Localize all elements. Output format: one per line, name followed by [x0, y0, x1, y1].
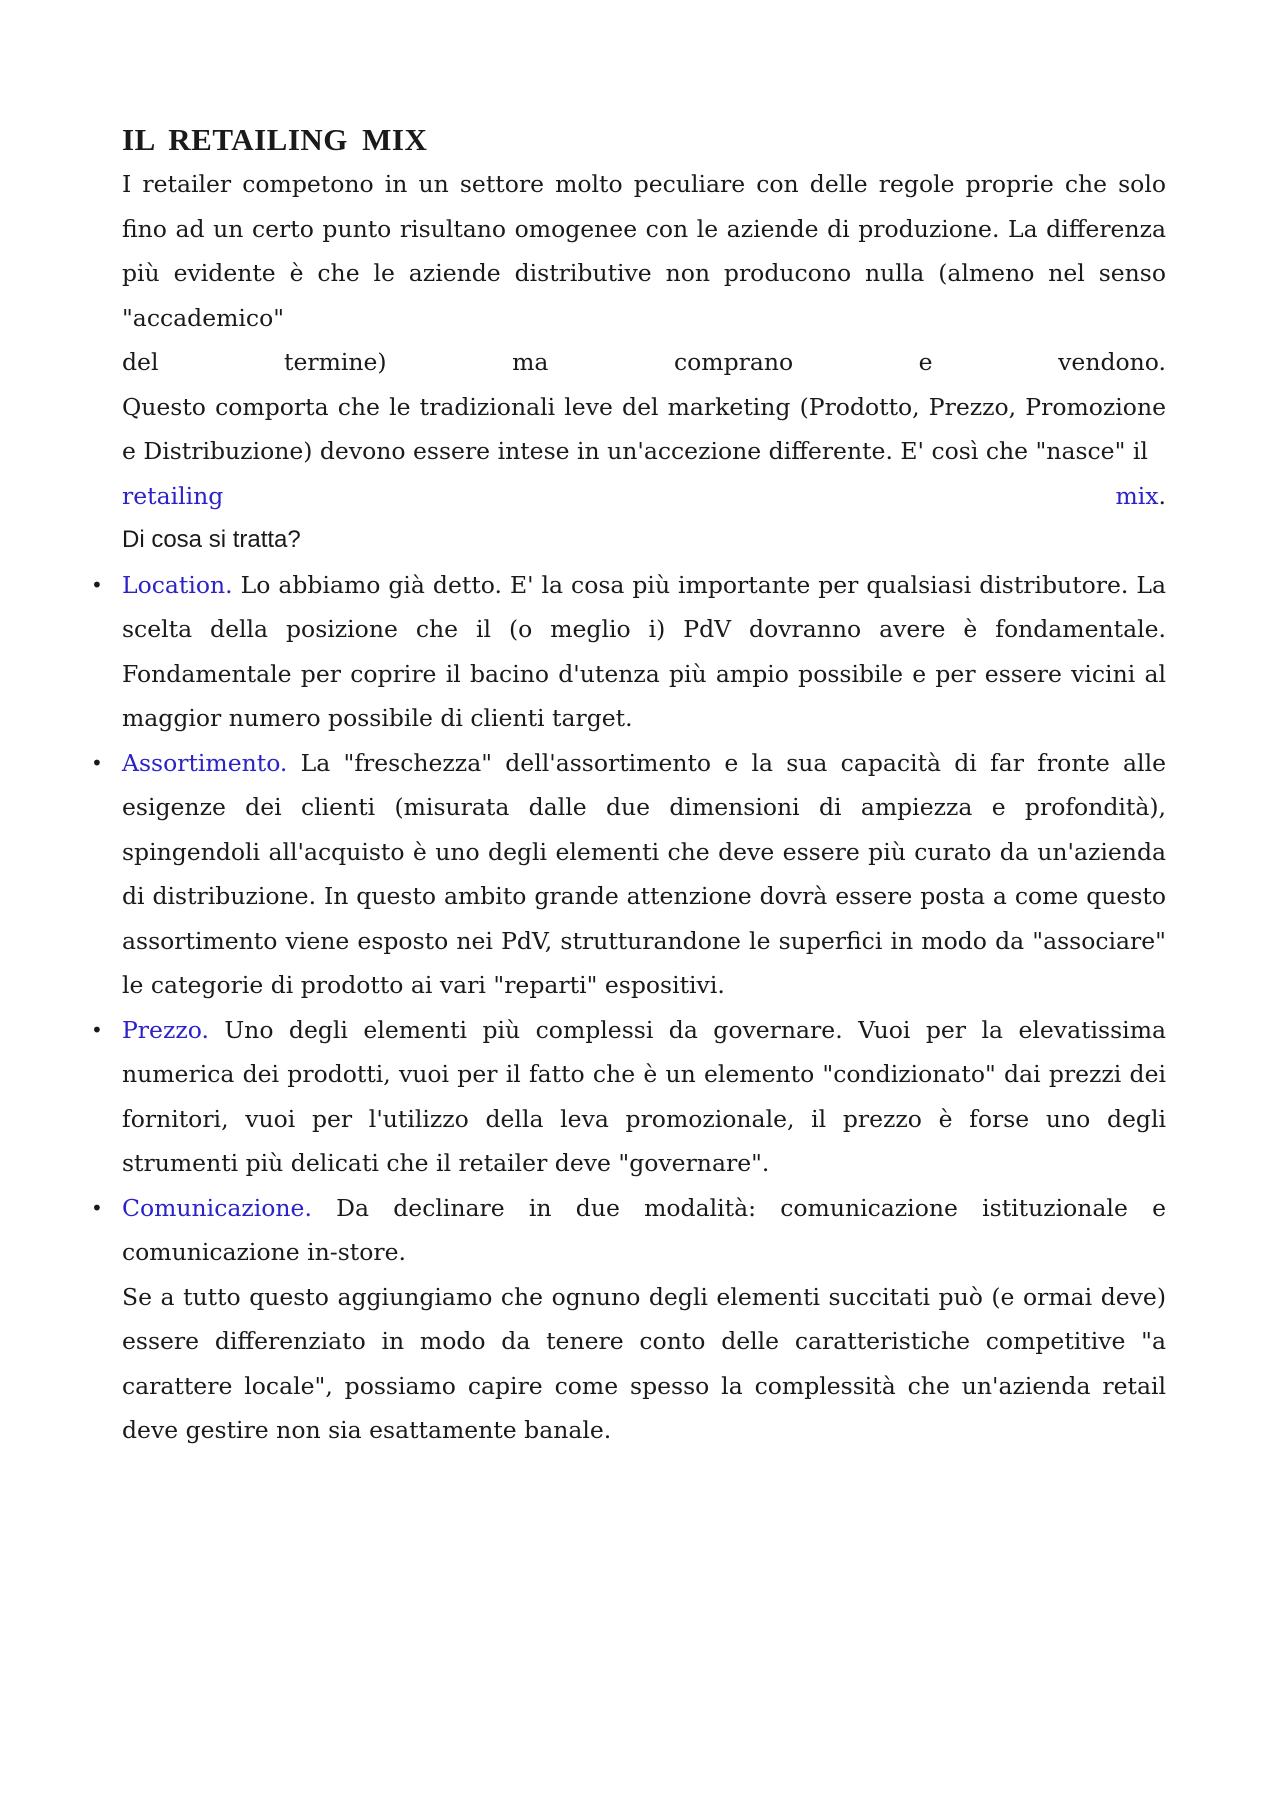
comunicazione-link[interactable]: Comunicazione. — [122, 1193, 312, 1222]
list-item-paragraph — [122, 741, 1166, 1008]
list-item-paragraph — [122, 1186, 1166, 1275]
document-title: IL RETAILING MIX — [122, 122, 428, 157]
retailing-mix-link[interactable]: retailing mix — [122, 481, 1159, 510]
retailing-mix-period: . — [1158, 481, 1166, 510]
intro-paragraph-1-last-text: del termine) ma comprano e vendono. — [122, 348, 1166, 376]
prezzo-link[interactable]: Prezzo. — [122, 1015, 209, 1044]
closing-paragraph: Se a tutto questo aggiungiamo che ognuno degli elementi succitati può (e ormai deve) essere differenziato in modo da tenere conto delle caratteristiche competitive "a carattere locale", possiamo capire come spesso la complessità che un'azienda retail deve gestire non sia esattamente banale. — [122, 1282, 1166, 1444]
retailing-mix-list — [91, 563, 1166, 1453]
list-item-text: La "freschezza" dell'assortimento e la sua capacità di far fronte alle esigenze dei clienti (misurata dalle due dimensioni di ampiezza e profondità), spingendoli all'acquisto è uno degli elementi che deve essere più curato da un'azienda di distribuzione. In questo ambito grande attenzione dovrà essere posta a come questo assortimento viene esposto nei PdV, strutturandone le superfici in modo da "associare" le categorie di prodotto ai vari "reparti" espositivi. — [122, 748, 1166, 999]
list-item-comunicazione — [91, 1186, 1166, 1453]
document-page — [91, 118, 1166, 1453]
intro-paragraph-2-text: Questo comporta che le tradizionali leve del marketing (Prodotto, Prezzo, Promozione e Distribuzione) devono essere intese in un'accezione differente. E' così che "nasce" il — [122, 392, 1166, 465]
list-item-paragraph — [122, 1008, 1166, 1186]
list-item-paragraph — [122, 563, 1166, 741]
list-item-text: Uno degli elementi più complessi da governare. Vuoi per la elevatissima numerica dei prodotti, vuoi per il fatto che è un elemento "condizionato" dai prezzi dei fornitori, vuoi per l'utilizzo della leva promozionale, il prezzo è forse uno degli strumenti più delicati che il retailer deve "governare". — [122, 1015, 1166, 1177]
intro-paragraph-2 — [122, 385, 1166, 474]
location-link[interactable]: Location. — [122, 570, 233, 599]
list-item-text: Lo abbiamo già detto. E' la cosa più importante per qualsiasi distributore. La scelta della posizione che il (o meglio i) PdV dovranno avere è fondamentale. Fondamentale per coprire il bacino d'utenza più ampio possibile e per essere vicini al maggior numero possibile di clienti target. — [122, 570, 1166, 732]
bullet-icon: • — [91, 1195, 103, 1220]
intro-paragraph-1-text: I retailer competono in un settore molto peculiare con delle regole proprie che solo fino ad un certo punto risultano omogenee con le aziende di produzione. La differenza più evidente è che le aziende distributive non producono nulla (almeno nel senso "accademico" — [122, 170, 1166, 332]
intro-paragraph-1-last-line — [122, 340, 1166, 385]
bullet-icon: • — [91, 572, 103, 597]
list-item-text: Da declinare in due modalità: comunicazione istituzionale e comunicazione in-store. — [122, 1193, 1166, 1266]
list-item-prezzo — [91, 1008, 1166, 1186]
list-item-assortimento — [91, 741, 1166, 1008]
intro-paragraph-2-last-line — [122, 474, 1166, 519]
bullet-icon: • — [91, 750, 103, 775]
bullet-icon: • — [91, 1017, 103, 1042]
intro-paragraph-1 — [122, 162, 1166, 340]
list-item-location — [91, 563, 1166, 741]
section-question: Di cosa si tratta? — [122, 526, 301, 553]
assortimento-link[interactable]: Assortimento. — [122, 748, 288, 777]
